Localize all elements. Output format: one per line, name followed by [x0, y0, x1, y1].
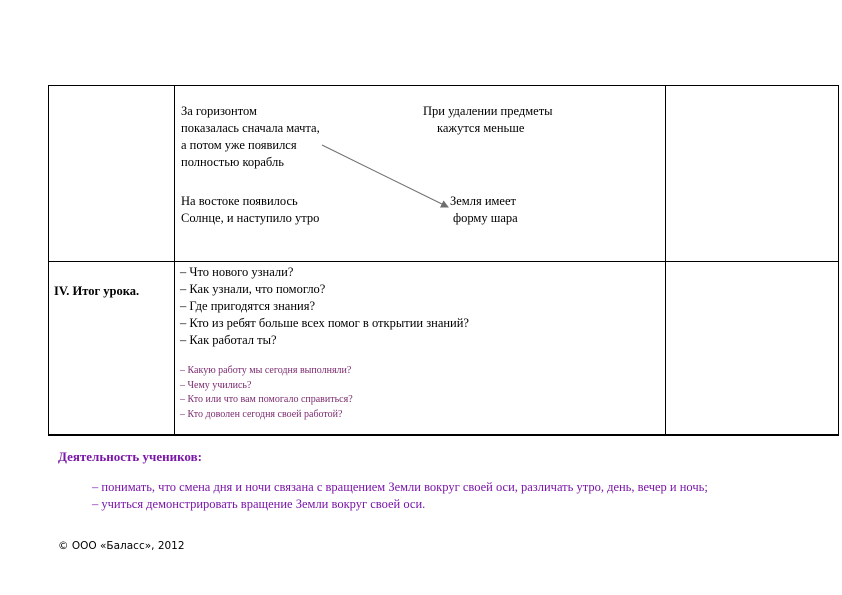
summary-questions [180, 264, 469, 349]
text-line: Земля имеет [450, 194, 516, 208]
question-item: – Что нового узнали? [180, 265, 294, 279]
question-item: – Какую работу мы сегодня выполняли? [180, 365, 352, 376]
activity-heading: Деятельность учеников: [58, 449, 202, 464]
question-item: – Как узнали, что помогло? [180, 282, 326, 296]
text-line: а потом уже появился [181, 138, 297, 152]
text-line: Солнце, и наступило утро [181, 211, 320, 225]
text-line: полностью корабль [181, 155, 284, 169]
question-item: – Чему учились? [180, 379, 252, 391]
text-line: кажутся меньше [437, 121, 525, 135]
copyright-footer: © ООО «Баласс», 2012 [58, 540, 185, 552]
text-line: За горизонтом [181, 104, 257, 118]
text-line: При удалении предметы [423, 104, 553, 118]
question-item: – Где пригодятся знания? [180, 299, 316, 313]
activity-list [92, 479, 708, 513]
question-item: – Кто или что вам помогало справиться? [180, 394, 353, 405]
activity-item: – учиться демонстрировать вращение Земли вокруг своей оси. [92, 497, 426, 511]
question-item: – Кто доволен сегодня своей работой? [180, 408, 343, 420]
text-line: показалась сначала мачта, [181, 121, 320, 135]
text-line: форму шара [453, 211, 518, 225]
text-line: На востоке появилось [181, 194, 298, 208]
activity-item: – понимать, что смена дня и ночи связана с вращением Земли вокруг своей оси, различать утро, день, вечер и ночь; [92, 480, 708, 494]
stage-label: IV. Итог урока. [54, 284, 140, 298]
reflection-questions [180, 364, 353, 422]
question-item: – Кто из ребят больше всех помог в открытии знаний? [180, 316, 469, 330]
question-item: – Как работал ты? [180, 333, 277, 347]
